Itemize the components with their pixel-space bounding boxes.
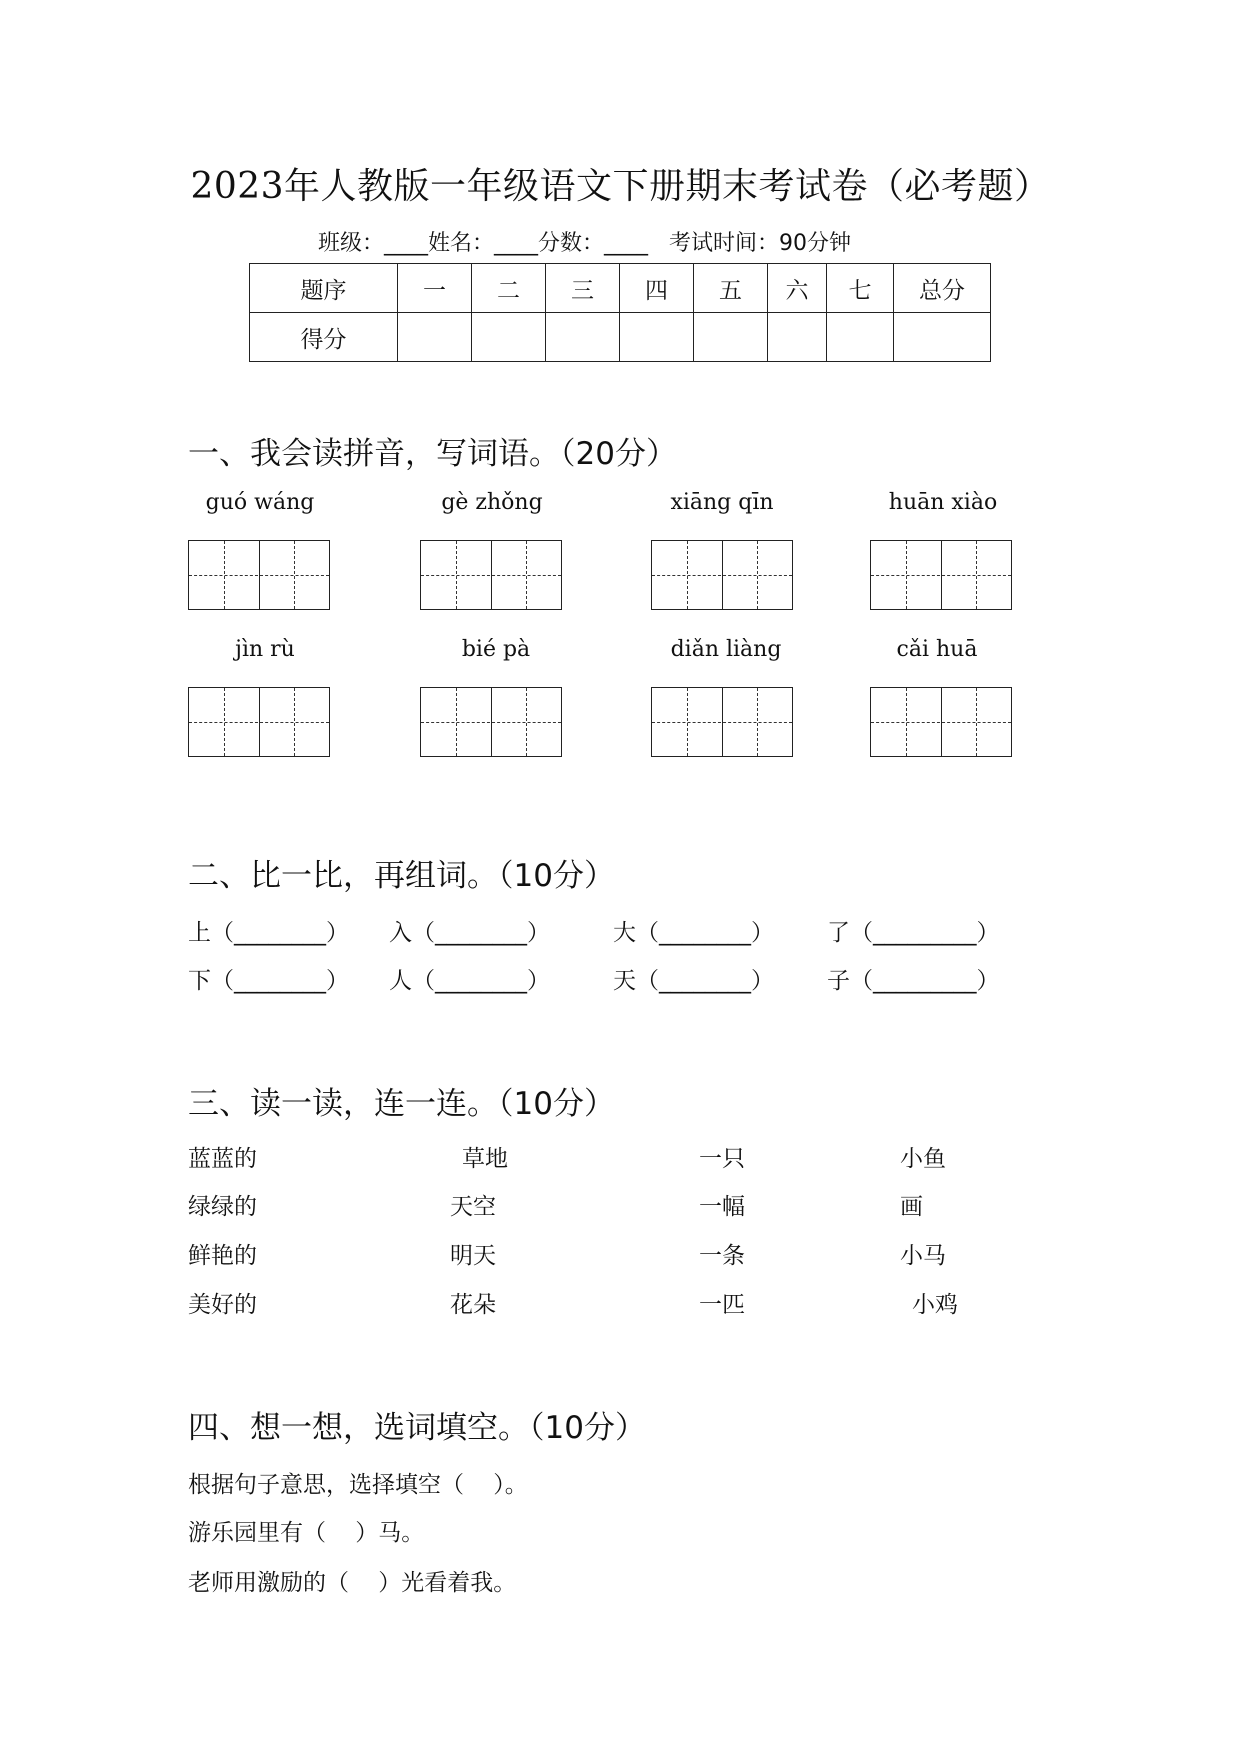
score-cell[interactable] [827,313,894,362]
section1-heading: 一、我会读拼音，写词语。（20分） [188,436,677,472]
word-pair-item[interactable]: 大（________） [613,920,774,946]
score-cell[interactable] [768,313,827,362]
section2-heading: 二、比一比，再组词。（10分） [188,858,615,894]
pinyin-label: guó wáng [205,490,315,515]
pinyin-label: jìn rù [235,637,295,662]
score-cell[interactable] [694,313,768,362]
word-pair-item[interactable]: 入（________） [389,920,550,946]
exam-title: 2023年人教版一年级语文下册期末考试卷（必考题） [190,166,1051,207]
score-table-header-row [250,264,991,313]
fill-in-sentence[interactable]: 游乐园里有（ ）马。 [188,1520,425,1546]
match-item[interactable]: 美好的 [188,1292,257,1318]
section4-heading: 四、想一想，选词填空。（10分） [188,1410,646,1446]
pinyin-label: bié pà [461,637,531,662]
word-pair-item[interactable]: 了（_________） [827,920,1000,946]
student-info-line: 班级：____姓名：____分数：____ 考试时间：90分钟 [318,231,851,256]
score-cell[interactable] [398,313,472,362]
score-cell[interactable] [894,313,991,362]
match-item[interactable]: 草地 [462,1146,508,1172]
score-table-header-cell: 六 [768,264,827,313]
writing-grid[interactable] [188,687,330,757]
writing-grid[interactable] [420,687,562,757]
match-item[interactable]: 小马 [900,1243,946,1269]
score-table-header-cell: 二 [472,264,546,313]
score-cell[interactable] [620,313,694,362]
score-table-header-cell: 总分 [894,264,991,313]
match-item[interactable]: 明天 [450,1243,496,1269]
writing-grid[interactable] [188,540,330,610]
word-pair-item[interactable]: 上（________） [188,920,349,946]
pinyin-label: xiāng qīn [670,490,774,515]
match-item[interactable]: 一条 [699,1243,745,1269]
match-item[interactable]: 一只 [699,1146,745,1172]
score-table-header-cell: 五 [694,264,768,313]
fill-in-sentence[interactable]: 根据句子意思，选择填空（ ）。 [188,1472,528,1498]
word-pair-item[interactable]: 人（________） [389,968,550,994]
score-table-header-cell: 一 [398,264,472,313]
match-item[interactable]: 小鸡 [912,1292,958,1318]
score-table-header-cell: 四 [620,264,694,313]
score-table [249,263,991,362]
writing-grid[interactable] [870,540,1012,610]
fill-in-sentence[interactable]: 老师用激励的（ ）光看着我。 [188,1570,517,1596]
match-item[interactable]: 小鱼 [900,1146,946,1172]
pinyin-label: cǎi huā [896,637,978,662]
pinyin-label: gè zhǒng [441,490,543,515]
match-item[interactable]: 画 [900,1194,923,1220]
match-item[interactable]: 一幅 [699,1194,745,1220]
writing-grid[interactable] [870,687,1012,757]
match-item[interactable]: 一匹 [699,1292,745,1318]
writing-grid[interactable] [651,687,793,757]
word-pair-item[interactable]: 下（________） [188,968,349,994]
score-cell[interactable] [546,313,620,362]
match-item[interactable]: 绿绿的 [188,1194,257,1220]
score-table-header-cell: 三 [546,264,620,313]
score-table-score-row [250,313,991,362]
writing-grid[interactable] [651,540,793,610]
pinyin-label: huān xiào [888,490,998,515]
match-item[interactable]: 鲜艳的 [188,1243,257,1269]
score-table-header-cell: 七 [827,264,894,313]
score-table-header-cell: 题序 [250,264,398,313]
writing-grid[interactable] [420,540,562,610]
pinyin-label: diǎn liàng [670,637,782,662]
match-item[interactable]: 蓝蓝的 [188,1146,257,1172]
word-pair-item[interactable]: 子（_________） [827,968,1000,994]
score-cell[interactable] [472,313,546,362]
word-pair-item[interactable]: 天（________） [613,968,774,994]
score-row-label: 得分 [250,313,398,362]
section3-heading: 三、读一读，连一连。（10分） [188,1086,615,1122]
match-item[interactable]: 天空 [450,1194,496,1220]
match-item[interactable]: 花朵 [450,1292,496,1318]
